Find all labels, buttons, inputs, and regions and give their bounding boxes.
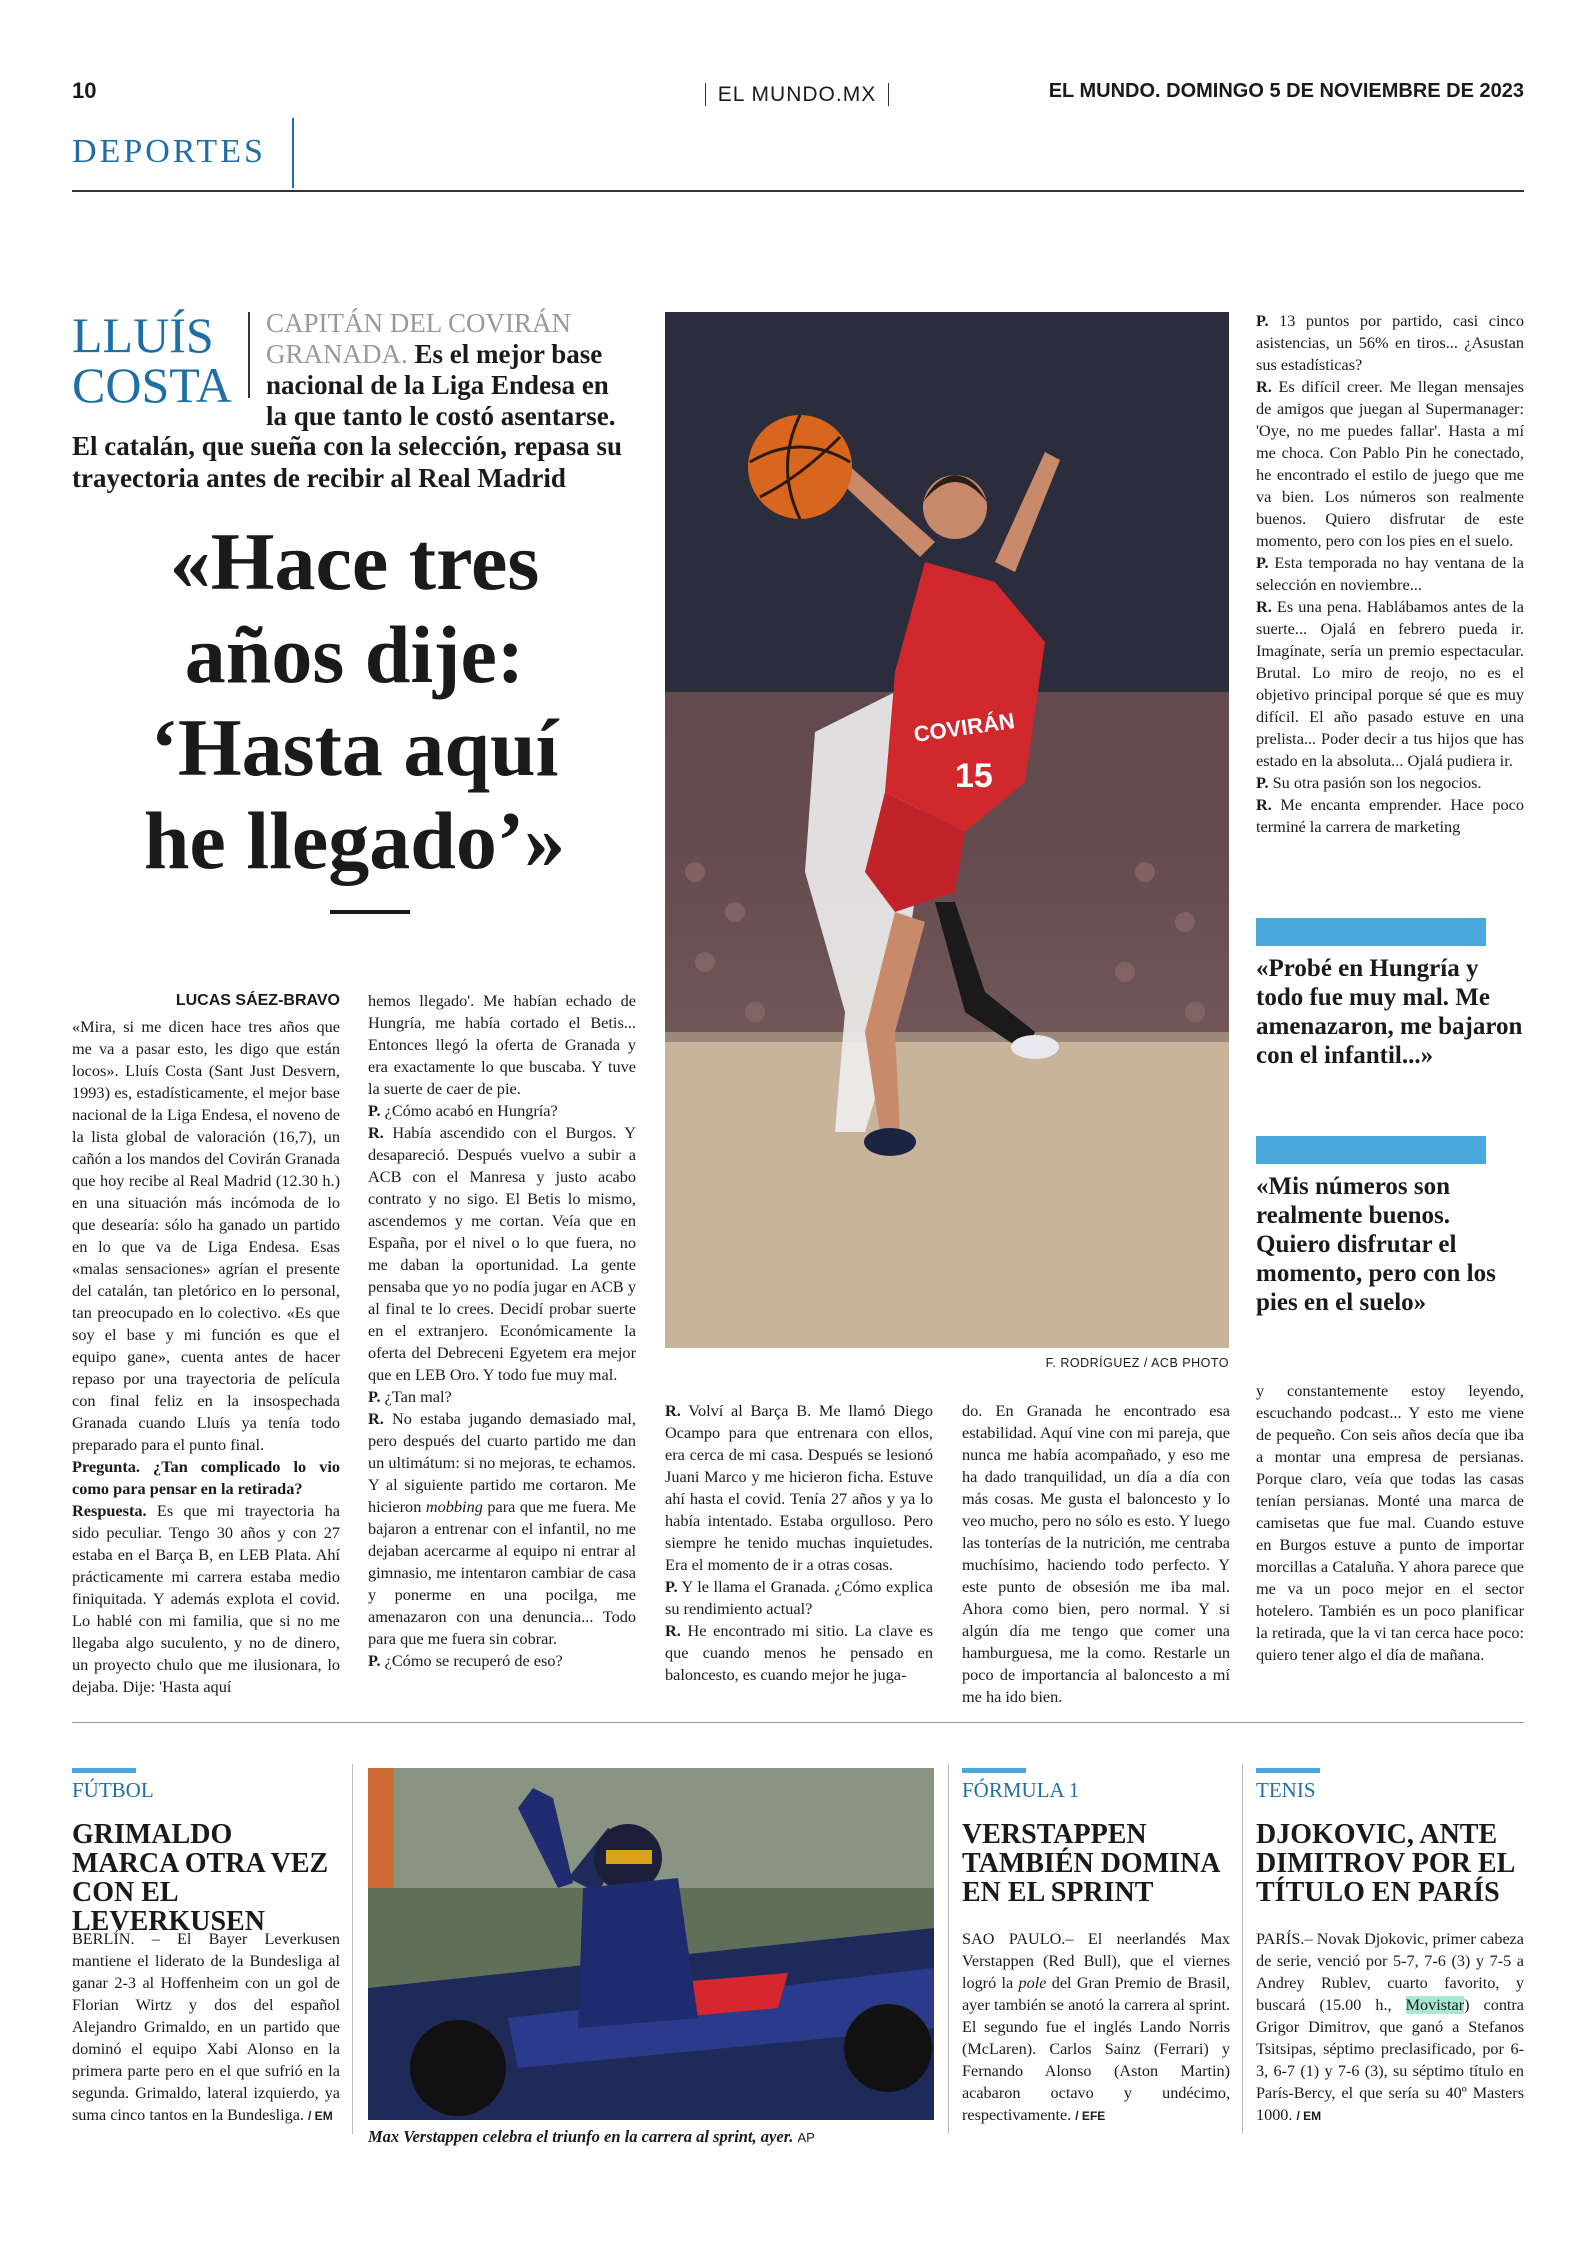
q-text: 13 puntos por partido, casi cinco asistencias, un 56% en tiros... ¿Asustan sus estadísticas? <box>1256 311 1524 374</box>
a-lead: R. <box>1256 795 1272 814</box>
body-column-4 <box>962 1400 1230 1708</box>
briefs-rule <box>72 1722 1524 1723</box>
question <box>1256 772 1524 794</box>
question <box>1256 552 1524 596</box>
kicker-title: CAPITÁN DEL COVIRÁN GRANADA. <box>266 308 571 369</box>
brief-body-tenis <box>1256 1928 1524 2127</box>
question <box>665 1576 933 1620</box>
a-text: Volví al Barça B. Me llamó Diego Ocampo para que entrenara con ellos, era cerca de mi casa. Después se lesionó Juani Marco y me hicieron ficha. Estuve ahí hasta el covid. Tenía 27 años y ya lo había intentado. Estaba orgulloso. Pero siempre he tenido muchas inquietudes. Era el momento de ir a otras cosas. <box>665 1401 933 1574</box>
pullquote: «Probé en Hungría y todo fue muy mal. Me amenazaron, me bajaron con el infantil...» <box>1256 955 1523 1069</box>
answer-text: Es que mi trayectoria ha sido peculiar. Tengo 30 años y con 27 estaba en el Barça B, en LEB Plata. Ahí prácticamente mi carrera estaba medio finiquitada. Y además explota el covid. Lo hablé con mi familia, que si no me llegaba algo suculento, y no de dinero, un proyecto chulo que me ilusionara, lo dejaba. Dije: 'Hasta aquí <box>72 1501 340 1696</box>
answer <box>1256 596 1524 772</box>
section-label: DEPORTES <box>72 133 266 170</box>
byline: LUCAS SÁEZ-BRAVO <box>175 992 340 1009</box>
question <box>1256 310 1524 376</box>
a-lead: R. <box>665 1621 681 1640</box>
pullquote-bar <box>1256 1136 1486 1164</box>
q-text: ¿Cómo se recuperó de eso? <box>380 1651 563 1670</box>
body-paragraph: «Mira, si me dicen hace tres años que me va a pasar esto, les digo que están locos». Lluís Costa (Sant Just Desvern, 1993) es, estadísticamente, el mejor base nacional de la Liga Endesa, el noveno de la lista global de valoración (16,7), un cañón a los mandos del Covirán Granada que hoy recibe al Real Madrid (12.30 h.) en una situación más incómoda de lo que desearía: sólo ha ganado un partido en lo que va de Liga Endesa. Esas «malas sensaciones» agrían el presente del catalán, tan pletórico en lo personal, tan preocupado en lo colectivo. «Es que soy el base y mi función es que el equipo gane», cuenta antes de hacer repaso por una trayectoria de película con final feliz en la insospechada Granada cuando Lluís ya tenía todo preparado para el punto final. <box>72 1017 340 1454</box>
jersey-number: 15 <box>955 757 993 795</box>
question <box>368 1386 636 1408</box>
section-header-row <box>72 112 1524 192</box>
brief-headline-futbol: GRIMALDO MARCA OTRA VEZ CON EL LEVERKUSEN <box>72 1819 329 1937</box>
brief-text: BERLÍN. – El Bayer Leverkusen mantiene el liderato de la Bundesliga al ganar 2-3 al Hoffenheim con un gol de Florian Wirtz y dos del español Alejandro Grimaldo, en un partido que dominó el equipo Xabi Alonso en la primera parte pero en el que sufrió en la segunda. Grimaldo, lateral izquierdo, ya suma cinco tantos en la Bundesliga. <box>72 1930 340 2124</box>
brief-italic: pole <box>1018 1974 1047 1992</box>
f1-photo <box>368 1768 934 2120</box>
q-lead: P. <box>368 1101 381 1120</box>
column-divider <box>948 1764 949 2134</box>
dateline: EL MUNDO. DOMINGO 5 DE NOVIEMBRE DE 2023 <box>1048 80 1524 102</box>
f1-photo-caption <box>368 2127 934 2147</box>
answer <box>665 1620 933 1686</box>
subject-first-name: LLUÍS <box>72 307 214 363</box>
column-divider <box>1242 1764 1243 2134</box>
q-lead: P. <box>368 1651 381 1670</box>
q-lead: P. <box>368 1387 381 1406</box>
highlighted-text: Movistar <box>1405 1996 1465 2014</box>
a-text: He encontrado mi sitio. La clave es que cuando menos he pensado en baloncesto, es cuando mejor he juga- <box>665 1621 933 1684</box>
question <box>72 1456 340 1500</box>
a-lead: R. <box>665 1401 681 1420</box>
brief-accent-bar <box>962 1768 1026 1773</box>
a-lead: R. <box>1256 597 1272 616</box>
a-text: No estaba jugando demasiado mal, pero después del cuarto partido me dan un ultimátum: si no mejoras, te echamos. Y al siguiente partido me cortaron. Me hicieron <box>368 1409 636 1516</box>
body-column-5-continued <box>1256 1380 1524 1666</box>
headline <box>72 515 637 887</box>
headline-line: años dije: <box>184 609 525 700</box>
a-text: para que me fuera. Me bajaron a entrenar con el infantil, no me dejaban acercarme al equipo ni entrar al gimnasio, me intentaron cambiar de casa y ponerme en una pocilga, me amenazaron con una denuncia... Todo para que me fuera sin cobrar. <box>368 1497 636 1648</box>
basketball-photo-illustration <box>665 312 1229 1348</box>
answer <box>72 1500 340 1698</box>
brief-accent-bar <box>1256 1768 1320 1773</box>
a-lead: R. <box>368 1409 384 1428</box>
body-column-1 <box>72 990 340 1698</box>
a-text: Es una pena. Hablábamos antes de la suerte... Ojalá en febrero pueda ir. Imagínate, sería un premio espectacular. Brutal. Lo miro de reojo, no es el objetivo principal porque sé que es muy difícil. El año pasado estuve en una prelista... Poder decir a tus hijos que has estado en la absoluta... Ojalá pudiera ir. <box>1256 597 1524 770</box>
question <box>368 1650 636 1672</box>
brief-text: ) contra Grigor Dimitrov, que ganó a Stefanos Tsitsipas, séptimo preclasificado, por 6-3, 6-7 (1) y 7-6 (3), su séptimo título en París-Bercy, el que sería su 40º Masters 1000. <box>1256 1996 1524 2124</box>
body-paragraph: hemos llegado'. Me habían echado de Hungría, me había cortado el Betis... Entonces llegó la oferta de Granada y era exactamente lo que buscaba. Y tuve la suerte de caer de pie. <box>368 991 636 1098</box>
body-column-3 <box>665 1400 933 1686</box>
main-photo <box>665 312 1229 1348</box>
brief-headline-f1: VERSTAPPEN TAMBIÉN DOMINA EN EL SPRINT <box>962 1819 1219 1908</box>
q-text: Su otra pasión son los negocios. <box>1268 773 1482 792</box>
intro-divider <box>248 312 250 398</box>
answer <box>665 1400 933 1576</box>
subject-last-name: COSTA <box>72 357 232 413</box>
caption-credit: AP <box>797 2130 815 2145</box>
a-text: Había ascendido con el Burgos. Y desapareció. Después vuelvo a subir a ACB con el Manresa y justo acabo contrato y no sigo. El Betis lo mismo, ascendemos y me cortan. Veía que en España, por el nivel o lo que fuera, no me daban la oportunidad. La gente pensaba que yo no podía jugar en ACB y al final te lo crees. Decidí probar suerte en el extranjero. Económicamente la oferta del Debreceni Egyetem era mejor que en LEB Oro. Y todo fue muy mal. <box>368 1123 636 1384</box>
a-lead: R. <box>1256 377 1272 396</box>
q-lead: P. <box>1256 311 1269 330</box>
answer-lead: Respuesta. <box>72 1501 147 1520</box>
q-lead: P. <box>665 1577 678 1596</box>
photo-credit: F. RODRÍGUEZ / ACB PHOTO <box>1045 1356 1229 1370</box>
question <box>368 1100 636 1122</box>
brief-headline-tenis: DJOKOVIC, ANTE DIMITROV POR EL TÍTULO EN PARÍS <box>1256 1819 1514 1908</box>
body-column-5 <box>1256 310 1524 838</box>
a-italic: mobbing <box>425 1497 483 1516</box>
a-lead: R. <box>368 1123 384 1142</box>
agency-credit: / EM <box>1296 2109 1322 2123</box>
brief-accent-bar <box>72 1768 136 1773</box>
brief-text: del Gran Premio de Brasil, ayer también se anotó la carrera al sprint. El segundo fue el inglés Lando Norris (McLaren). Carlos Sainz (Ferrari) y Fernando Alonso (Aston Martin) acabaron octavo y undécimo, respectivamente. <box>962 1974 1230 2124</box>
column-divider <box>352 1764 353 2134</box>
caption-text: Max Verstappen celebra el triunfo en la carrera al sprint, ayer. <box>368 2127 794 2146</box>
headline-line: he llegado’» <box>143 795 566 886</box>
section-divider <box>292 118 294 188</box>
a-text: Me encanta emprender. Hace poco terminé la carrera de marketing <box>1256 795 1524 836</box>
site-name-text: EL MUNDO.MX <box>705 83 889 106</box>
pullquote-bar <box>1256 918 1486 946</box>
pullquote: «Mis números son realmente buenos. Quiero disfrutar el momento, pero con los pies en el suelo» <box>1256 1173 1496 1316</box>
q-text: ¿Cómo acabó en Hungría? <box>380 1101 558 1120</box>
brief-tag-futbol: FÚTBOL <box>72 1778 154 1802</box>
q-text: ¿Tan mal? <box>380 1387 452 1406</box>
brief-body-f1 <box>962 1928 1230 2127</box>
brief-tag-f1: FÓRMULA 1 <box>962 1778 1080 1802</box>
q-text: Esta temporada no hay ventana de la selección en noviembre... <box>1256 553 1524 594</box>
answer <box>368 1408 636 1650</box>
dek: El catalán, que sueña con la selección, repasa su trayectoria antes de recibir al Real Madrid <box>72 431 623 493</box>
headline-line: «Hace tres <box>169 516 540 607</box>
f1-photo-illustration <box>368 1768 934 2120</box>
q-lead: P. <box>1256 553 1269 572</box>
jersey-brand: COVIRÁN <box>912 708 1017 747</box>
page-number: 10 <box>72 78 97 103</box>
q-text: Y le llama el Granada. ¿Cómo explica su rendimiento actual? <box>665 1577 933 1618</box>
brief-body-futbol <box>72 1928 340 2127</box>
body-paragraph: do. En Granada he encontrado esa estabilidad. Aquí vine con mi pareja, que nunca me había acompañado, y eso me ha dado tranquilidad, un día a día con más cosas. Me gusta el baloncesto y lo veo mucho, pero no sólo es esto. Y luego las tonterías de la nutrición, me centraba muchísimo, haciendo todo perfecto. Y este punto de obsesión me iba mal. Ahora como bien, pero normal. Y si algún día me tengo que comer una hamburguesa, me la como. Restarle un poco de importancia al baloncesto a mí me ha ido bien. <box>962 1401 1230 1706</box>
body-paragraph: y constantemente estoy leyendo, escuchando podcast... Y esto me viene de pequeño. Con seis años decía que iba a montar una empresa de persianas. Porque claro, veía que todas las casas tenían persianas. Monté una marca de camisetas que fue mal. Cuando estuve en Burgos estuve a punto de importar morcillas a Cataluña. Y ahora parece que me va un poco mejor en el sector hotelero. También es un poco planificar la retirada, que la vi tan cerca hace poco: quiero tener algo el día de mañana. <box>1256 1381 1524 1664</box>
brief-text: SAO PAULO.– El neerlandés Max Verstappen (Red Bull), que el viernes logró la <box>962 1930 1230 1992</box>
agency-credit: / EM <box>308 2109 333 2123</box>
headline-rule <box>330 910 410 914</box>
a-text: Es difícil creer. Me llegan mensajes de amigos que juegan al Supermanager: 'Oye, no me puedes fallar'. Hasta a mí me choca. Con Pablo Pin he conectado, he encontrado el estilo de juego que me va bien. Los números son realmente buenos. Quiero disfrutar de este momento, pero con los pies en el suelo. <box>1256 377 1524 550</box>
agency-credit: / EFE <box>1075 2109 1106 2123</box>
body-column-2 <box>368 990 636 1672</box>
headline-line: ‘Hasta aquí <box>150 702 559 793</box>
q-lead: P. <box>1256 773 1269 792</box>
kicker <box>266 308 636 432</box>
brief-text: PARÍS.– Novak Djokovic, primer cabeza de serie, venció por 5-7, 7-6 (3) y 7-5 a Andrey Rublev, cuarto favorito, y buscará (15.00 h., <box>1256 1930 1524 2014</box>
answer <box>368 1122 636 1386</box>
question-text: Pregunta. ¿Tan complicado lo vio como para pensar en la retirada? <box>72 1457 340 1498</box>
brief-tag-tenis: TENIS <box>1256 1778 1316 1802</box>
kicker-text: Es el mejor base nacional de la Liga Endesa en la que tanto le costó asentarse. <box>266 339 616 431</box>
answer <box>1256 794 1524 838</box>
answer <box>1256 376 1524 552</box>
